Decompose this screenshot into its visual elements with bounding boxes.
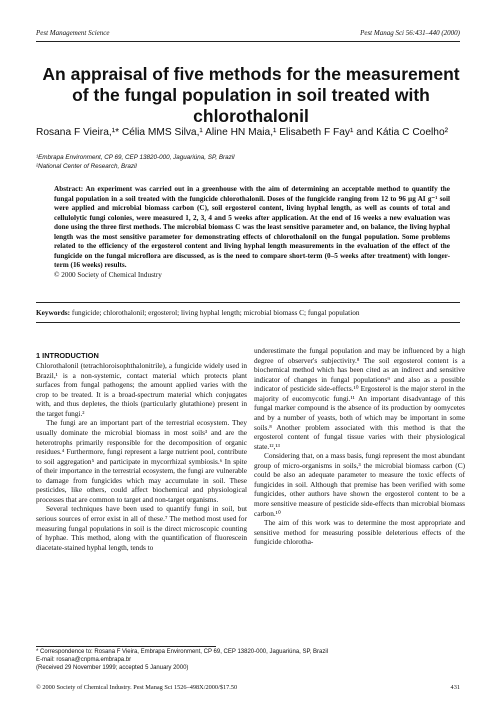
footnotes — [36, 648, 466, 672]
abstract-text: Abstract: An experiment was carried out in a greenhouse with the aim of determining an acceptable method to quantify the fungal population in a soil treated with the fungicide chlorothalonil. Doses of the fungicide ranging from 12 to 96 µg AI g⁻¹ soil were applied and microbial biomass carbon (C), soil ergosterol content, living hyphal length, as well as counts of total and cellulolytic fungi colonies, were measured 1, 2, 3, 4 and 5 weeks after application. At the end of 16 weeks a new evaluation was done using the three first methods. The microbial biomass C was the least sensitive parameter and, on balance, the living hyphal length was the most sensitive parameter for demonstrating effects of chlorothalonil on the fungal population. Some problems related to the efficiency of the ergosterol content and living hyphal length measurements in the evaluation of the effect of the fungicide on the fungal microflora are discussed, as is the need to compare short-term (0–5 weeks after treatment) with longer-term (16 weeks) results. — [54, 185, 450, 270]
left-column — [36, 351, 247, 552]
header-rule — [36, 41, 460, 42]
paragraph: Considering that, on a mass basis, fungi represent the most abundant group of micro-organisms in soils,³ the microbial biomass carbon (C) could be also an adequate parameter to measure the toxic effects of fungicides in soil. Although that premise has been verified with some fungicides, other authors have shown the ergosterol content to be a more sensitive measure of pesticide side-effects than microbial biomass carbon.¹⁰ — [254, 451, 465, 518]
abstract — [54, 185, 450, 280]
keywords-label: Keywords: — [36, 308, 71, 317]
abstract-copyright: © 2000 Society of Chemical Industry — [54, 270, 162, 279]
keywords-top-rule — [36, 302, 460, 303]
running-header — [36, 29, 460, 41]
article-title: An appraisal of five methods for the measurement of the fungal population in soil treated with chlorothalonil — [42, 64, 460, 126]
journal-name: Pest Management Science — [36, 29, 110, 37]
page-footer — [36, 684, 460, 691]
correspondence-note: * Correspondence to: Rosana F Vieira, Embrapa Environment, CP 69, CEP 13820-000, Jaguariúna, SP, Brazil — [36, 649, 329, 655]
paragraph: The fungi are an important part of the terrestrial ecosystem. They usually dominate the microbial biomass in most soils³ and are the heterotrophs primarily responsible for the decomposition of organic residues.⁴ Furthermore, fungi represent a large nutrient pool, contribute to soil aggregation⁵ and participate in mycorrhizal symbiosis.⁶ In spite of their importance in the terrestrial ecosystem, the fungi are vulnerable to damage from fungicides which may accumulate in soil. These pesticides, like others, could affect biochemical and physiological processes that are common to target and non-target organisms. — [36, 418, 247, 504]
footnote-rule — [36, 646, 216, 647]
section-heading: 1 INTRODUCTION — [36, 351, 99, 360]
keywords-bottom-rule — [36, 322, 460, 323]
author-list: Rosana F Vieira,¹* Célia MMS Silva,¹ Aline HN Maia,¹ Elisabeth F Fay¹ and Kátia C Coelho² — [36, 127, 448, 138]
affiliations — [36, 154, 466, 171]
paragraph: The aim of this work was to determine the most appropriate and sensitive method for measuring possible deleterious effects of the fungicide chlorotha- — [254, 518, 465, 547]
paragraph: Chlorothalonil (tetrachloroisophthalonitrile), a fungicide widely used in Brazil,¹ is a non-systemic, contact material which protects plant surfaces from fungal pathogens; the amount applied varies with the crop to be treated. It is a broad-spectrum material which conjugates with, and thus depletes, the thiols (particularly glutathione) present in the target fungi.² — [36, 361, 247, 418]
keywords — [36, 308, 466, 317]
affiliation-2: ²National Center of Research, Brazil — [36, 162, 137, 170]
received-note: (Received 29 November 1999; accepted 5 January 2000) — [36, 665, 189, 671]
journal-citation: Pest Manag Sci 56:431–440 (2000) — [360, 29, 460, 37]
footer-copyright: © 2000 Society of Chemical Industry. Pest Manag Sci 1526–498X/2000/$17.50 — [36, 684, 238, 691]
page-number: 431 — [450, 684, 460, 691]
affiliation-1: ¹Embrapa Environment, CP 69, CEP 13820-000, Jaguariúna, SP, Brazil — [36, 154, 235, 161]
paragraph: underestimate the fungal population and may be influenced by a high degree of observer's subjectivity.⁸ The soil ergosterol content is a biochemical method which has been cited as an indirect and sensitive indicator of changes in fungal populations⁹ and also as a possible indicator of pesticide side-effects.¹⁰ Ergosterol is the major sterol in the majority of eucomycotic fungi.¹¹ An important disadvantage of this fungal marker compound is the absence of its production by oomycetes and by a number of yeasts, both of which may be important in some soils.⁸ Another problem associated with this method is that the ergosterol content of fungal tissue varies with their physiological state.¹²,¹³ — [254, 346, 465, 451]
keywords-text: fungicide; chlorothalonil; ergosterol; living hyphal length; microbial biomass C; fungal population — [70, 308, 360, 317]
right-column — [254, 346, 465, 547]
email-note: E-mail: rosana@cnpma.embrapa.br — [36, 657, 132, 663]
paragraph: Several techniques have been used to quantify fungi in soil, but serious sources of error exist in all of these.⁷ The method most used for measuring fungal populations in soil is the direct microscopic counting of hyphae. This method, along with the quantification of fluorescein diacetate-stained hyphal length, tends to — [36, 504, 247, 552]
